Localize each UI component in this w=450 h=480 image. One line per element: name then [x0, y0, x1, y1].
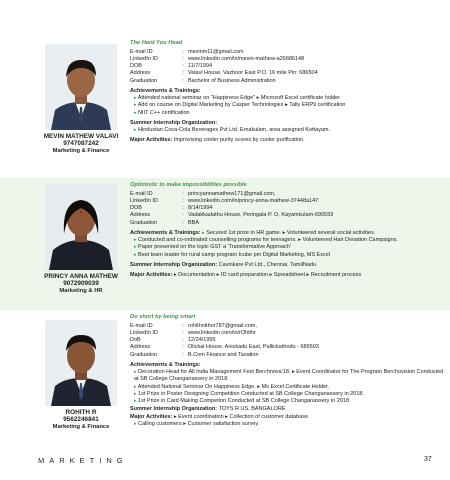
internship-title: Summer Internship Organization: Cavinkare Pvt Ltd., Chennai, TamilNadu	[130, 261, 317, 268]
internship-title: Summer Internship Organization:	[130, 119, 218, 126]
profile-card-2	[0, 178, 450, 310]
field-row: E-mail ID : mevinm11@gmail.com	[130, 48, 244, 55]
field-row: Address : Valavi House, Vazhoor East P.O. 16 mile Pin: 686504	[130, 70, 318, 77]
arrow-icon: ▸	[134, 109, 137, 116]
internship-title: Summer Internship Organization: TOYS R US, BANGALORE	[130, 406, 286, 413]
arrow-icon: ▸	[134, 102, 137, 109]
achievement-item: ▸ Attended National Seminar On Happiness Edge. ▸ Ms Excel Certificate Holder.	[134, 383, 330, 390]
field-row: LinkedIn ID : www.linkedin.com/in/mevin-mathew-a26686148	[130, 55, 305, 62]
arrow-icon: ▸	[134, 237, 137, 244]
person-phone: 9562246841	[63, 416, 99, 424]
profile-card-1	[0, 38, 450, 178]
person-dept: Marketing & Finance	[52, 423, 110, 430]
achievement-item: ▸ Paper presented on the topic GST a 'Transformative Approach'	[134, 244, 291, 251]
field-row: Address : Olickal House, Anickadu East, Pallickathodu - 686503	[130, 344, 319, 351]
field-row: Graduation : B.Com Finance and Taxation	[130, 351, 259, 358]
page-number: 37	[424, 456, 432, 463]
person-name: MEVIN MATHEW VALAVI	[43, 133, 119, 140]
achievement-item: ▸ 1st Prize in Poster Designing Competition Conducted at SB College Changanassery in 2018.	[134, 390, 364, 397]
achievement-item: ▸ Add on course on Digital Marketing by Casper Technologies ▸ Tally ERP9 certification	[134, 102, 346, 109]
profile-photo	[45, 44, 117, 130]
arrow-icon: ▸	[202, 229, 205, 236]
profile-photo	[45, 184, 117, 270]
major-activity-item: ▸ Calling customers ▸ Customer satisfaction survey.	[134, 420, 260, 427]
field-row: DoB : 12/24/1995	[130, 337, 216, 344]
arrow-icon: ▸	[134, 127, 137, 134]
field-row: Graduation : BBA	[130, 219, 200, 226]
internship-item: ▸ Hindustan Coca-Cola Beverages Pvt Ltd. Ernakulam, area assigned Kottayam.	[134, 127, 331, 134]
person-phone: 9072909039	[63, 280, 99, 288]
achievements-title: Achievements & Trainings: ▸ Secured 1st prize in HR game. ▸ Volunteered several social activities.	[130, 229, 376, 236]
field-row: E-mail ID : rohithnithor787@gmail.com,	[130, 322, 257, 329]
major-activities: Major Activities: ▸ Documentation ▸ ID card preparation ▸ Spreadsheet ▸ Recruitment process	[130, 272, 362, 279]
achievement-item: ▸ 1st Prize in Card Making Competion Conducted at SB College Changanassery in 2018.	[134, 398, 351, 405]
field-row: E-mail ID : princyannamathew171@gmail.com,	[130, 190, 276, 197]
field-row: DOB : 8/14/1994	[130, 205, 213, 212]
arrow-icon: ▸	[134, 369, 137, 376]
arrow-icon: ▸	[134, 383, 137, 390]
field-row: LinkedIn ID : www.linkedin.com/in/princy-anna-mathew-37448a147	[130, 197, 319, 204]
major-activities: Major Activities: Improvising cooler purity scores by cooler purification.	[130, 137, 305, 144]
person-name: PRINCY ANNA MATHEW	[44, 273, 118, 280]
profile-photo	[45, 320, 117, 406]
arrow-icon: ▸	[134, 420, 137, 427]
achievement-item: ▸ Decoration Head for All India Management Fest Berchnova'18. ▸ Event Coordinator for The Program Berchovision Conducted at SB College Changanassery in 2018.	[134, 369, 444, 383]
achievement-item: ▸ NIIT C++ certification	[134, 109, 190, 116]
tagline: Do short by being smart	[130, 314, 196, 320]
person-phone: 9747087242	[63, 140, 99, 148]
person-dept: Marketing & HR	[59, 287, 103, 294]
field-row: Graduation : Bachelor of Business Administration	[130, 77, 276, 84]
section-footer: MARKETING	[38, 456, 128, 465]
profile-card-3	[0, 312, 450, 452]
achievements-title: Achievements & Trainings:	[130, 87, 201, 94]
arrow-icon: ▸	[134, 390, 137, 397]
arrow-icon: ▸	[134, 398, 137, 405]
tagline: The Hard You Head	[130, 40, 183, 46]
achievements-title: Achievements & Trainings:	[130, 361, 201, 368]
field-row: Address : Vadakkadathu House, Peringala P. O, Kayamkulam-690559	[130, 212, 334, 219]
field-row: DOB : 11/7/1994	[130, 63, 213, 70]
person-name: ROHITH R	[65, 409, 97, 416]
achievement-item: ▸ Attended national seminar on "Happiness Edge" ▸ Microsoft Excel certificate holder	[134, 95, 341, 102]
person-dept: Marketing & Finance	[52, 147, 110, 154]
arrow-icon: ▸	[134, 251, 137, 258]
major-activities: Major Activities: ▸ Event coordination ▸ Collection of customer database	[130, 413, 309, 420]
field-row: LinkedIn ID : www.linkedin.com/in/rOhithr	[130, 329, 256, 336]
arrow-icon: ▸	[134, 95, 137, 102]
arrow-icon: ▸	[134, 244, 137, 251]
achievement-item: ▸ Conducted and co-ordinated counselling programs for teenagers. ▸ Volunteered Hair Donation Campaigns.	[134, 237, 398, 244]
achievement-item: ▸ Best team leader for rural camp program Icube pm Digital Marketing, MS Excel	[134, 251, 331, 258]
tagline: Optimistic to make impossibilities possible	[130, 182, 247, 188]
